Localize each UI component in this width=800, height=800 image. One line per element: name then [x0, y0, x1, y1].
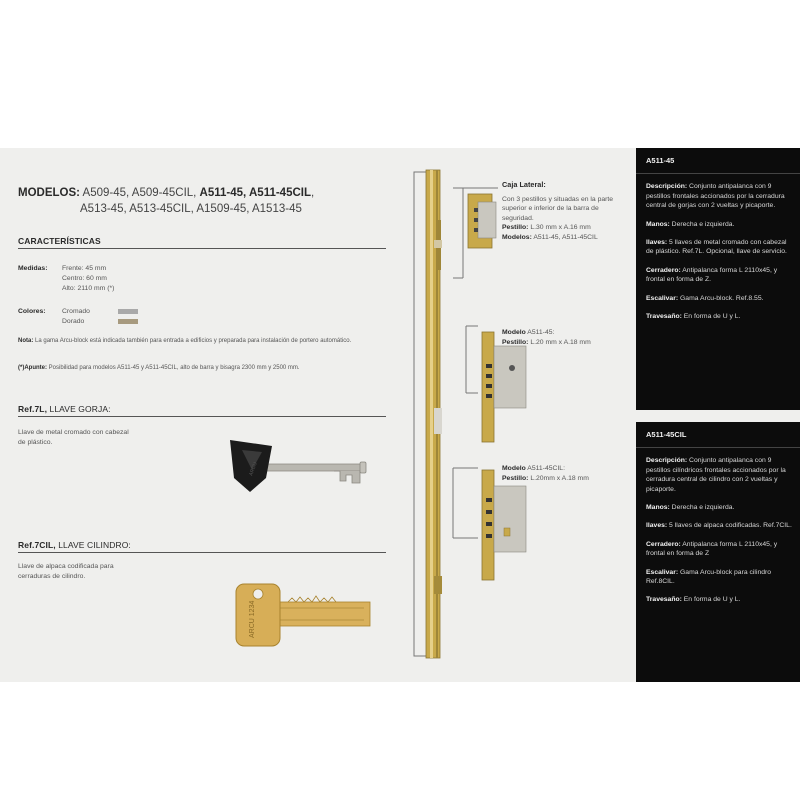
ref7l-name: LLAVE GORJA: — [47, 404, 111, 414]
models-label: MODELOS: — [18, 187, 80, 199]
panel2-llaves: 5 llaves de alpaca codificadas. Ref.7CIL. — [667, 522, 792, 530]
ref7cil-desc: Llave de alpaca codificada para cerraduras de cilindro. — [18, 563, 114, 580]
modelo45cil-pestillo-label: Pestillo: — [502, 474, 529, 482]
divider — [636, 447, 800, 448]
lateral-caption — [502, 180, 622, 242]
color-dorado-label: Dorado — [62, 318, 85, 325]
panel-a511-45 — [636, 148, 800, 410]
panel2-desc: Conjunto antipalanca con 9 pestillos cilíndricos frontales accionados por la cerradura central de cilindro con 2 vueltas y picaporte. — [646, 457, 786, 493]
models-list-a: A509-45, A509-45CIL, — [82, 187, 200, 199]
models-list-c: , — [311, 187, 315, 199]
modelo45cil-caption — [502, 464, 622, 483]
models-heading — [18, 185, 398, 217]
panel2-cerradero-label: Cerradero: — [646, 540, 681, 548]
lateral-pestillo-label: Pestillo: — [502, 224, 529, 231]
panel2-travesano-label: Travesaño: — [646, 596, 682, 604]
panel1-desc-label: Descripción: — [646, 183, 688, 191]
divider — [636, 173, 800, 174]
panel2-escalivar: Gama Arcu-block para cilindro Ref.8CIL. — [646, 568, 772, 586]
lateral-title: Caja Lateral: — [502, 180, 546, 189]
cylinder-key-image — [228, 578, 378, 652]
colores-block — [18, 307, 138, 327]
ref7l-desc: Llave de metal cromado con cabezal de plástico. — [18, 429, 129, 446]
modelo45-label: Modelo — [502, 329, 526, 336]
ref7cil-title — [18, 540, 131, 550]
colores-label: Colores: — [18, 308, 46, 315]
modelo45cil-value: A511-45CIL: — [525, 465, 565, 472]
panel1-travesano: En forma de U y L. — [681, 313, 741, 321]
apunte-text: Posibilidad para modelos A511-45 y A511-45CIL, alto de barra y bisagra 2300 mm y 2500 mm. — [48, 365, 300, 371]
models-list-b: A511-45, A511-45CIL — [199, 187, 311, 199]
panel1-llaves-label: llaves: — [646, 239, 668, 247]
panel2-manos-label: Manos: — [646, 504, 670, 512]
panel2-manos: Derecha e izquierda. — [669, 504, 735, 512]
panel1-title: A511-45 — [646, 156, 675, 165]
panel1-manos: Derecha e izquierda. — [669, 220, 735, 228]
lateral-pestillo-value: L.30 mm x A.16 mm — [528, 224, 591, 231]
ref7cil-code: Ref.7CIL, — [18, 540, 56, 550]
panel1-desc: Conjunto antipalanca con 9 pestillos frontales accionados por la cerradura central de gorjas con 2 vueltas y picaporte. — [646, 183, 785, 210]
modelo45cil-label: Modelo — [502, 465, 526, 472]
panel1-escalivar-label: Escalivar: — [646, 294, 679, 302]
ref7l-title — [18, 404, 111, 414]
divider — [18, 552, 386, 553]
nota-block — [18, 337, 398, 346]
lateral-modelos-value: A511-45, A511-45CIL — [531, 233, 598, 241]
modelo45-value: A511-45: — [525, 329, 555, 336]
divider — [18, 416, 386, 417]
frente-value: Frente: 45 mm — [62, 265, 107, 272]
ref7l-code: Ref.7L, — [18, 404, 48, 414]
panel2-cerradero: Antipalanca forma L 2110x45, y frontal en forma de Z — [646, 540, 778, 558]
modelo45-pestillo-value: L.20 mm x A.18 mm — [528, 338, 591, 346]
ref7cil-name: LLAVE CILINDRO: — [55, 540, 131, 550]
dorado-swatch — [118, 319, 138, 324]
panel1-escalivar: Gama Arcu-block. Ref.8.55. — [678, 294, 764, 302]
color-cromado-label: Cromado — [62, 308, 90, 315]
cromado-swatch — [118, 309, 138, 314]
gorja-key-image — [222, 436, 382, 496]
lock-bar-diagram — [408, 168, 608, 680]
nota-label: Nota: — [18, 338, 34, 344]
apunte-block — [18, 363, 398, 373]
panel2-llaves-label: llaves: — [646, 522, 668, 530]
modelo45cil-pestillo-value: L.20mm x A.18 mm — [528, 474, 589, 482]
panel1-cerradero: Antipalanca forma L 2110x45, y frontal en forma de Z. — [646, 266, 778, 284]
divider — [18, 248, 386, 249]
models-list-line2: A513-45, A513-45CIL, A1509-45, A1513-45 — [80, 203, 302, 215]
modelo45-caption — [502, 328, 622, 347]
panel2-desc-label: Descripción: — [646, 457, 688, 465]
medidas-block — [18, 264, 114, 294]
medidas-label: Medidas: — [18, 265, 48, 272]
lateral-modelos-label: Modelos: — [502, 233, 532, 241]
modelo45-pestillo-label: Pestillo: — [502, 338, 529, 346]
panel2-title: A511-45CIL — [646, 430, 687, 439]
centro-value: Centro: 60 mm — [62, 275, 107, 282]
lateral-desc: Con 3 pestillos y situadas en la parte superior e inferior de la barra de seguridad. — [502, 195, 614, 222]
apunte-label: (*)Apunte: — [18, 365, 47, 371]
svg-text:ARCU 1234: ARCU 1234 — [249, 600, 256, 638]
characteristics-title: CARACTERÍSTICAS — [18, 236, 101, 246]
panel2-escalivar-label: Escalivar: — [646, 568, 679, 576]
panel-a511-45cil — [636, 422, 800, 682]
alto-value: Alto: 2110 mm (*) — [62, 285, 115, 292]
panel1-cerradero-label: Cerradero: — [646, 266, 681, 274]
panel1-llaves: 5 llaves de metal cromado con cabezal de plástico. Ref.7L. Opcional, llave de servicio. — [646, 239, 787, 256]
panel1-manos-label: Manos: — [646, 220, 670, 228]
svg-text:ARCU: ARCU — [248, 461, 259, 477]
panel2-travesano: En forma de U y L. — [681, 596, 741, 604]
nota-text: La gama Arcu-block está indicada también para entrada a edificios y preparada para instalación de portero automático. — [35, 338, 352, 344]
panel1-travesano-label: Travesaño: — [646, 313, 682, 321]
